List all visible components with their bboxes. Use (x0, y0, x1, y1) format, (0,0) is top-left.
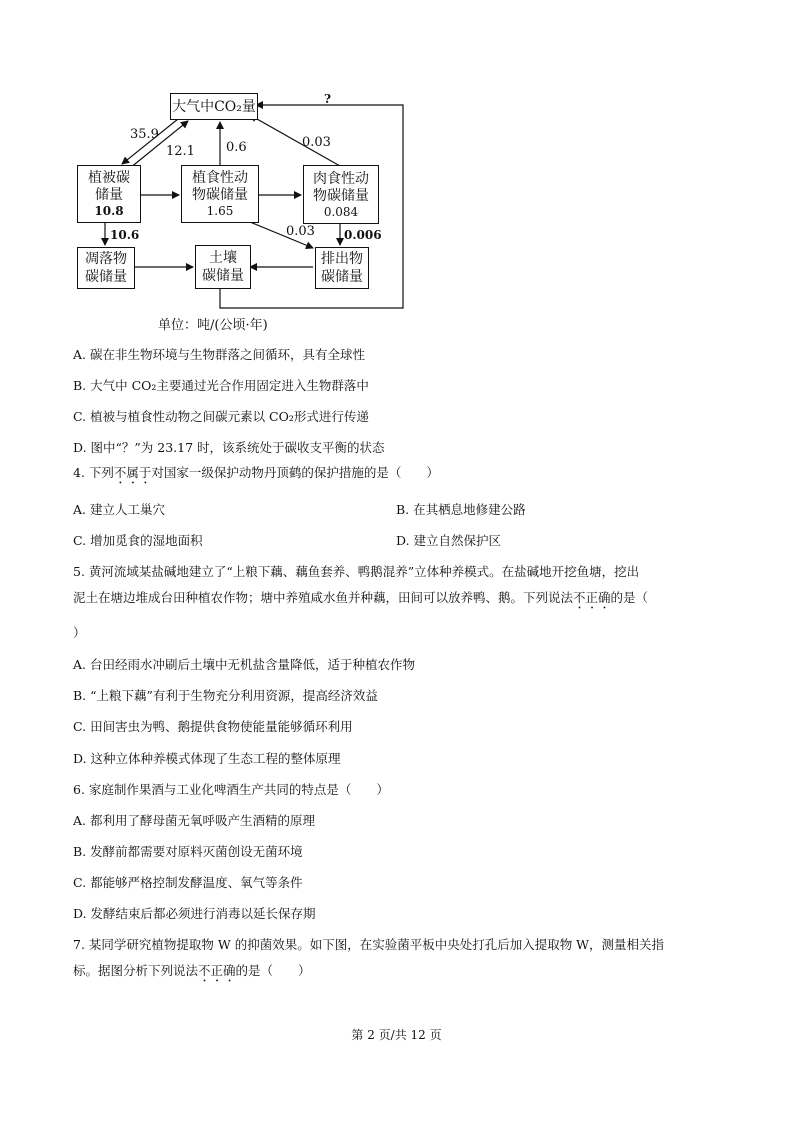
excreta-carbon-box (315, 247, 369, 289)
q5-stem-line3: ） (73, 625, 86, 640)
herbivore-line2: 物碳储量 (192, 187, 248, 203)
plant-line1: 植被碳 (88, 170, 130, 186)
flow-atm-to-plant: 35.9 (130, 127, 159, 142)
litter-line1: 凋落物 (85, 251, 127, 267)
q3-option-d: D. 图中“？”为 23.17 时，该系统处于碳收支平衡的状态 (73, 440, 385, 455)
q6-option-b: B. 发酵前都需要对原料灭菌创设无菌环境 (73, 844, 303, 859)
flow-soil-to-atm: ? (324, 92, 332, 106)
q4-option-a: A. 建立人工巢穴 (73, 502, 165, 517)
q5-option-d: D. 这种立体种养模式体现了生态工程的整体原理 (73, 751, 341, 766)
page-footer: 第 2 页/共 12 页 (351, 1028, 442, 1042)
q4-option-d: D. 建立自然保护区 (396, 533, 502, 548)
q6-stem: 6. 家庭制作果酒与工业化啤酒生产共同的特点是（ ） (73, 782, 389, 797)
flow-carn-to-atm: 0.03 (302, 135, 331, 150)
herbivore-line1: 植食性动 (192, 170, 248, 186)
q4-stem-part1: 4. 下列 (73, 465, 114, 480)
q5-stem-line1: 5. 黄河流域某盐碱地建立了“上粮下藕、藕鱼套养、鸭鹅混养”立体种养模式。在盐碱地开挖鱼塘，挖出 (73, 564, 640, 579)
carnivore-carbon-box (303, 165, 379, 224)
carnivore-line2: 物碳储量 (313, 187, 369, 204)
atmosphere-co2-box (170, 93, 258, 120)
q5-option-c: C. 田间害虫为鸭、鹅提供食物使能量能够循环利用 (73, 719, 353, 734)
soil-line2: 碳储量 (202, 268, 244, 284)
flow-plant-to-atm: 12.1 (166, 144, 195, 159)
q4-option-c: C. 增加觅食的湿地面积 (73, 533, 203, 548)
q4-stem-emphasis: 不属于 (113, 465, 152, 480)
q5-stem-line2 (73, 589, 648, 612)
plant-carbon-box (77, 165, 141, 223)
q7-stem-line2-part2: 的是（ ） (235, 963, 311, 978)
carnivore-line1: 肉食性动 (313, 170, 369, 187)
q6-option-d: D. 发酵结束后都必须进行消毒以延长保存期 (73, 906, 316, 921)
q7-stem-line2 (73, 962, 311, 985)
q5-stem-emphasis: 不正确 (573, 590, 611, 605)
q5-stem-line2-part2: 的是（ (610, 590, 649, 605)
flow-carn-to-excreta: 0.006 (344, 228, 382, 242)
plant-value: 10.8 (94, 204, 124, 218)
atmosphere-label: 大气中CO₂量 (172, 98, 256, 115)
flow-herb-to-atm: 0.6 (226, 140, 247, 155)
q4-stem (73, 464, 439, 487)
diagram-unit: 单位：吨/(公顷·年) (158, 318, 268, 333)
q5-option-b: B. “上粮下藕”有利于生物充分利用资源，提高经济效益 (73, 688, 378, 703)
litter-carbon-box (77, 247, 135, 289)
q6-option-c: C. 都能够严格控制发酵温度、氧气等条件 (73, 875, 303, 890)
q7-stem-line1: 7. 某同学研究植物提取物 W 的抑菌效果。如下图，在实验菌平板中央处打孔后加入提取物 W，测量相关指 (73, 937, 665, 952)
q5-option-a: A. 台田经雨水冲刷后土壤中无机盐含量降低，适于种植农作物 (73, 657, 415, 672)
q7-stem-emphasis: 不正确 (198, 963, 236, 978)
herbivore-carbon-box (181, 165, 259, 223)
soil-line1: 土壤 (209, 250, 237, 266)
q4-stem-part2: 对国家一级保护动物丹顶鹤的保护措施的是（ ） (151, 465, 439, 480)
q4-option-b: B. 在其栖息地修建公路 (396, 502, 526, 517)
flow-plant-to-litter: 10.6 (110, 228, 140, 242)
soil-carbon-box (195, 245, 251, 289)
flow-herb-to-excreta: 0.03 (286, 224, 315, 239)
q6-option-a: A. 都利用了酵母菌无氧呼吸产生酒精的原理 (73, 813, 315, 828)
q3-option-a: A. 碳在非生物环境与生物群落之间循环，具有全球性 (73, 347, 365, 362)
excreta-line1: 排出物 (321, 251, 363, 267)
q7-stem-line2-part1: 标。据图分析下列说法 (73, 963, 199, 978)
excreta-line2: 碳储量 (321, 269, 363, 285)
q5-stem-line2-part1: 泥土在塘边堆成台田种植农作物；塘中养殖咸水鱼并种藕，田间可以放养鸭、鹅。下列说法 (73, 590, 574, 605)
carnivore-value: 0.084 (323, 204, 359, 219)
plant-line2: 储量 (95, 187, 123, 203)
herbivore-value: 1.65 (206, 204, 234, 218)
litter-line2: 碳储量 (85, 269, 127, 285)
carbon-cycle-diagram (70, 85, 410, 337)
q3-option-c: C. 植被与植食性动物之间碳元素以 CO₂形式进行传递 (73, 409, 369, 424)
q3-option-b: B. 大气中 CO₂主要通过光合作用固定进入生物群落中 (73, 378, 369, 393)
